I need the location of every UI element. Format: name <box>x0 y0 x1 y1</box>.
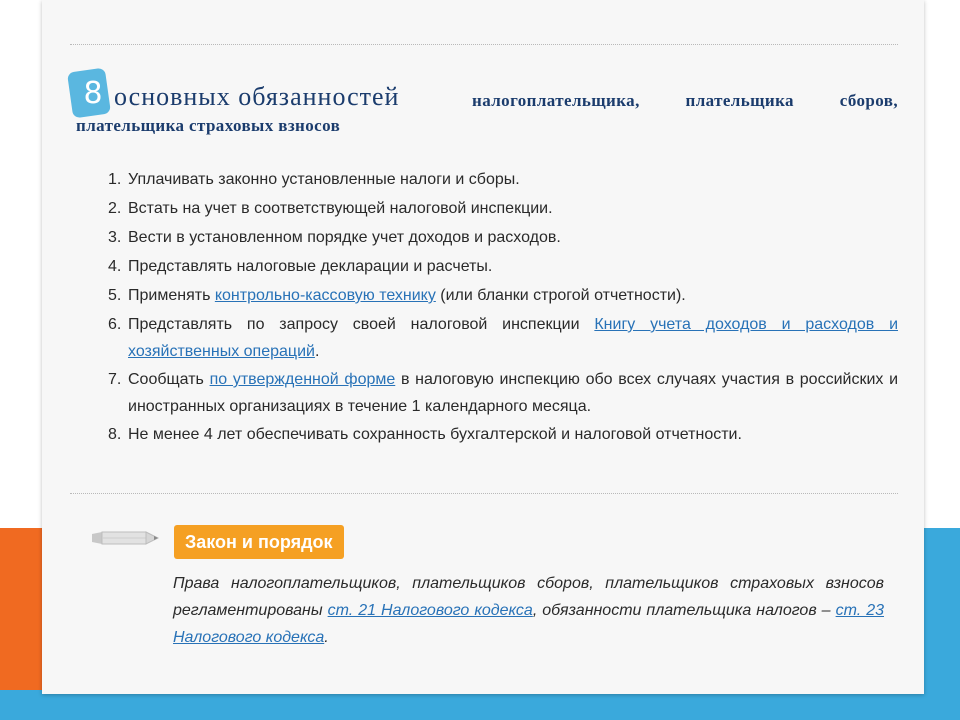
list-item <box>108 166 898 194</box>
item-text-after: (или бланки строгой отчетности). <box>435 287 686 304</box>
divider-top <box>70 44 898 45</box>
item-number: 4. <box>108 258 122 275</box>
item-number: 8. <box>108 426 122 443</box>
article-23-link[interactable]: ст. 23 Налогового кодекса <box>173 602 884 646</box>
item-number: 5. <box>108 287 122 304</box>
list-item <box>108 224 898 252</box>
pencil-icon <box>92 531 160 545</box>
item-text: Встать на учет в соответствующей налоговой инспекции. <box>128 200 553 217</box>
item-number: 6. <box>108 316 122 333</box>
decor-bottom-band <box>0 690 960 720</box>
item-text: Представлять налоговые декларации и расчеты. <box>128 258 493 275</box>
cash-register-link[interactable]: контрольно-кассовую технику <box>214 287 436 304</box>
item-text: Не менее 4 лет обеспечивать сохранность бухгалтерской и налоговой отчетности. <box>128 426 742 443</box>
law-note <box>173 570 884 651</box>
list-item <box>108 195 898 223</box>
item-text-before: Сообщать <box>128 371 210 388</box>
item-text-after: в налоговую инспекцию обо всех случаях участия в российских и иностранных организациях в течение 1 календарного месяца. <box>128 371 899 415</box>
law-and-order-tag: Закон и порядок <box>174 525 344 559</box>
badge-number: 8 <box>83 76 103 111</box>
duties-list <box>108 166 898 450</box>
law-text-after: . <box>324 629 329 646</box>
item-text: Вести в установленном порядке учет доходов и расходов. <box>128 229 561 246</box>
approved-form-link[interactable]: по утвержденной форме <box>209 371 396 388</box>
item-text-before: Применять <box>128 287 215 304</box>
slide-title-line2: плательщика страховых взносов <box>76 116 341 135</box>
item-text-before: Представлять по запросу своей налоговой инспекции <box>128 316 595 333</box>
item-number: 1. <box>108 171 122 188</box>
slide-title-subject: налогоплательщика, плательщика сборов, <box>472 91 898 110</box>
item-number: 3. <box>108 229 122 246</box>
list-item <box>108 366 898 420</box>
divider-middle <box>70 493 898 494</box>
law-text-middle: , обязанности плательщика налогов – <box>532 602 836 619</box>
law-text-before: Права налогоплательщиков, плательщиков сборов, плательщиков страховых взносов регламентированы <box>173 575 884 619</box>
item-text: Уплачивать законно установленные налоги и сборы. <box>128 171 520 188</box>
list-item <box>108 253 898 281</box>
slide-title: основных обязанностей <box>114 82 400 111</box>
list-item <box>108 282 898 310</box>
list-item <box>108 421 898 449</box>
list-item <box>108 311 898 365</box>
item-text-after: . <box>314 343 320 360</box>
slide-card <box>42 0 924 694</box>
item-number: 2. <box>108 200 122 217</box>
income-book-link[interactable]: Книгу учета доходов и расходов и хозяйственных операций <box>128 316 899 360</box>
article-21-link[interactable]: ст. 21 Налогового кодекса <box>327 602 533 619</box>
item-number: 7. <box>108 371 122 388</box>
